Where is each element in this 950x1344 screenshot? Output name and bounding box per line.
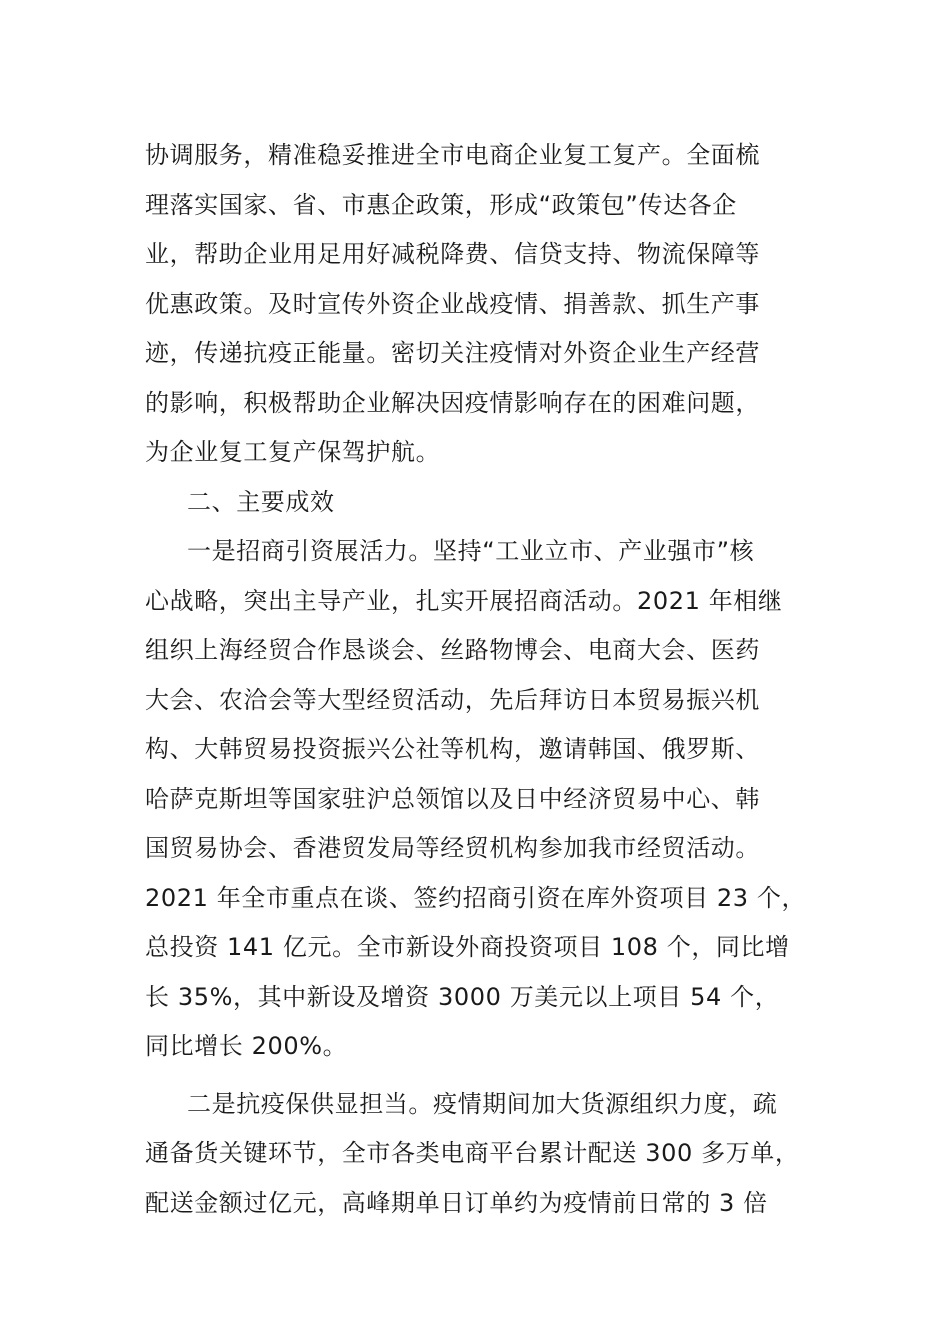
text-line: 总投资 141 亿元。全市新设外商投资项目 108 个，同比增 [145,933,790,961]
section-heading: 二、主要成效 [187,487,335,516]
text-line: 通备货关键环节，全市各类电商平台累计配送 300 多万单， [145,1139,800,1167]
text-line: 业，帮助企业用足用好减税降费、信贷支持、物流保障等 [145,240,760,268]
text-line: 哈萨克斯坦等国家驻沪总领馆以及日中经济贸易中心、韩 [145,784,760,813]
text-line: 迹，传递抗疫正能量。密切关注疫情对外资企业生产经营 [145,339,760,367]
text-line: 为企业复工复产保驾护航。 [145,438,441,466]
document-body [145,131,825,1228]
text-line: 的影响，积极帮助企业解决因疫情影响存在的困难问题， [145,388,760,417]
text-line: 2021 年全市重点在谈、签约招商引资在库外资项目 23 个， [145,883,807,912]
text-line: 构、大韩贸易投资振兴公社等机构，邀请韩国、俄罗斯、 [145,735,760,763]
paragraph-spacing [145,1072,825,1080]
text-line: 心战略，突出主导产业，扎实开展招商活动。2021 年相继 [145,586,783,615]
text-line: 二是抗疫保供显担当。疫情期间加大货源组织力度，疏 [187,1089,778,1118]
paragraph-continuation [145,131,825,478]
text-line: 优惠政策。及时宣传外资企业战疫情、捐善款、抓生产事 [145,289,760,318]
paragraph-investment [145,527,825,1072]
text-line: 一是招商引资展活力。坚持“工业立市、产业强市”核 [187,537,755,565]
text-line: 组织上海经贸合作恳谈会、丝路物博会、电商大会、医药 [145,636,760,664]
text-line: 配送金额过亿元，高峰期单日订单约为疫情前日常的 3 倍 [145,1188,768,1217]
text-line: 同比增长 200%。 [145,1032,348,1060]
text-line: 大会、农洽会等大型经贸活动，先后拜访日本贸易振兴机 [145,685,760,714]
paragraph-epidemic-supply [145,1080,825,1229]
text-line: 理落实国家、省、市惠企政策，形成“政策包”传达各企 [145,190,737,219]
text-line: 国贸易协会、香港贸发局等经贸机构参加我市经贸活动。 [145,834,760,862]
text-line: 长 35%，其中新设及增资 3000 万美元以上项目 54 个， [145,982,780,1011]
text-line: 协调服务，精准稳妥推进全市电商企业复工复产。全面梳 [145,141,760,169]
